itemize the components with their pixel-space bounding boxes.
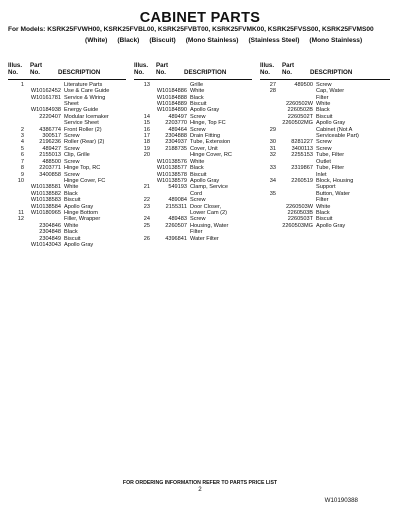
part-description: Filter (190, 229, 203, 236)
part-description: Sheet (64, 101, 79, 108)
illus-number: 4 (20, 139, 24, 146)
illus-number: 20 (143, 152, 150, 159)
part-number: W10184890 (156, 107, 187, 114)
parts-column-2 (134, 62, 252, 242)
part-description: White (190, 158, 205, 165)
illus-number: 33 (269, 165, 276, 172)
illus-number: 23 (143, 203, 150, 210)
part-description: Screw (316, 81, 332, 88)
part-description: Apollo Gray (64, 203, 94, 210)
part-number: 549193 (168, 184, 187, 191)
part-description: Screw (190, 126, 206, 133)
page-number: 2 (198, 486, 202, 493)
part-header: Part (30, 62, 43, 69)
part-number: 2304848 (39, 229, 61, 236)
part-description: Tube, Filter (316, 165, 345, 172)
part-description: Cord (190, 190, 203, 197)
illus-header: Illus. (134, 62, 149, 69)
part-number: W10180965 (30, 209, 61, 216)
part-number: W10184888 (156, 94, 187, 101)
part-description: Black (316, 209, 330, 216)
part-number: W10143043 (30, 241, 61, 248)
illus-number: 8 (20, 165, 24, 172)
illus-no-header: No. (8, 69, 18, 77)
part-description: Inlet (316, 171, 327, 178)
illus-number: 17 (143, 133, 150, 140)
parts-row (8, 242, 126, 248)
illus-number: 3 (20, 133, 24, 140)
part-description: Black (64, 229, 78, 236)
illus-number: 10 (17, 177, 24, 184)
part-description: Apollo Gray (316, 222, 346, 229)
part-number: 2260502T (287, 113, 313, 120)
part-number: 2260503MG (282, 222, 313, 229)
part-number: W10184938 (30, 107, 61, 114)
part-description: Tube, Extension (190, 139, 231, 146)
part-number: 489500 (294, 81, 313, 88)
part-description: Screw (64, 133, 80, 140)
illus-number: 21 (143, 184, 150, 191)
part-description: Biscuit (316, 216, 333, 223)
part-description: Clip, Grille (64, 152, 90, 159)
part-number: 2203770 (165, 120, 187, 127)
part-description: Service & Wiring (64, 94, 106, 101)
part-description: Lower Cam (2) (190, 209, 227, 216)
column-header (134, 62, 252, 77)
ordering-info: FOR ORDERING INFORMATION REFER TO PARTS PRICE LIST (122, 480, 278, 486)
part-number: 4386774 (39, 126, 61, 133)
part-number: 488500 (42, 158, 61, 165)
part-number: W10138578 (156, 171, 187, 178)
part-description: Biscuit (64, 235, 81, 242)
description-header: DESCRIPTION (310, 69, 353, 77)
part-description: White (64, 184, 79, 191)
parts-row (260, 223, 390, 229)
part-description: Biscuit (190, 171, 207, 178)
illus-number: 22 (143, 197, 150, 204)
part-number: 2304937 (165, 139, 187, 146)
illus-number: 30 (269, 139, 276, 146)
part-description: Drain Fitting (190, 133, 221, 140)
description-header: DESCRIPTION (58, 69, 101, 77)
part-description: White (316, 101, 331, 108)
part-number: 3400858 (39, 171, 61, 178)
part-number: W10184886 (156, 88, 187, 95)
document-number: W10190388 (324, 497, 358, 504)
illus-number: 31 (269, 145, 276, 152)
part-number: 4396841 (165, 235, 187, 242)
part-description: Roller (Rear) (2) (64, 139, 105, 146)
part-header: Part (282, 62, 295, 69)
illus-header: Illus. (260, 62, 275, 69)
part-description: Biscuit (190, 101, 207, 108)
part-number: 2260507 (165, 222, 187, 229)
illus-number: 26 (143, 235, 150, 242)
part-number: 2260503B (287, 209, 313, 216)
part-description: Biscuit (64, 197, 81, 204)
part-number: 489464 (168, 126, 187, 133)
part-description: Apollo Gray (316, 120, 346, 127)
part-description: Hinge, Top FC (190, 120, 226, 127)
part-description: Screw (190, 113, 206, 120)
part-description: Black (190, 94, 204, 101)
part-description: Literature Parts (64, 81, 103, 88)
illus-number: 2 (20, 126, 24, 133)
part-description: White (190, 88, 205, 95)
part-description: Apollo Gray (190, 107, 220, 114)
part-description: Filter (316, 197, 329, 204)
part-number: W10138576 (156, 158, 187, 165)
part-description: Housing, Water (190, 222, 229, 229)
part-number: 489427 (42, 145, 61, 152)
illus-number: 13 (143, 81, 150, 88)
illus-header: Illus. (8, 62, 23, 69)
illus-number: 6 (20, 152, 24, 159)
illus-number: 7 (20, 158, 24, 165)
part-description: Use & Care Guide (64, 88, 110, 95)
illus-number (260, 223, 282, 229)
model-color: (White) (85, 37, 108, 44)
part-number: 2260502MG (282, 120, 313, 127)
part-number: W10138577 (156, 165, 187, 172)
illus-number: 29 (269, 126, 276, 133)
part-header: Part (156, 62, 169, 69)
illus-no-header: No. (134, 69, 144, 77)
part-no-header: No. (282, 69, 292, 77)
header-rule (134, 79, 252, 80)
part-description: Filter (316, 94, 329, 101)
part-description: Cap, Water (316, 88, 345, 95)
part-number: 2260519 (291, 177, 313, 184)
part-number: 2260502B (287, 107, 313, 114)
illus-number: 11 (18, 209, 24, 216)
part-number: W10184889 (156, 101, 187, 108)
part-description: White (316, 203, 331, 210)
illus-number (8, 242, 30, 248)
part-number: 2304846 (39, 222, 61, 229)
part-description: Filler, Wrapper (64, 216, 101, 223)
part-description: Door Closer, (190, 203, 222, 210)
part-description: Black (190, 165, 204, 172)
part-number: 3400113 (291, 145, 313, 152)
part-number: 489483 (168, 216, 187, 223)
model-color: (Biscuit) (149, 37, 176, 44)
illus-number: 12 (17, 216, 24, 223)
illus-number: 1 (20, 81, 24, 88)
part-number: W10138583 (30, 197, 61, 204)
parts-row (134, 236, 252, 242)
part-description: Hinge Cover, RC (190, 152, 232, 159)
part-description: Cabinet (Not A (316, 126, 353, 133)
part-description: Hinge Bottom (64, 209, 98, 216)
part-number: 2220407 (39, 113, 61, 120)
illus-number: 24 (143, 216, 150, 223)
header-rule (8, 79, 126, 80)
part-number: W10138584 (30, 203, 61, 210)
part-number: 2260503T (287, 216, 313, 223)
part-number: 2260502W (285, 101, 313, 108)
model-colors (85, 37, 362, 44)
illus-number: 34 (269, 177, 276, 184)
part-number: W10162452 (30, 88, 61, 95)
column-header (8, 62, 126, 77)
part-number: 300517 (42, 133, 61, 140)
part-description: Clamp, Service (190, 184, 228, 191)
part-description: Service Sheet (64, 120, 99, 127)
illus-no-header: No. (260, 69, 270, 77)
part-number: W10138582 (30, 190, 61, 197)
part-description: Hinge Top, RC (64, 165, 101, 172)
part-number: 2304888 (165, 133, 187, 140)
part-description: Modular Icemaker (64, 113, 109, 120)
part-number: 2203771 (39, 165, 61, 172)
part-description: Screw (316, 145, 332, 152)
part-number: 2319867 (291, 165, 313, 172)
part-number: 2155311 (165, 203, 187, 210)
part-description: Front Roller (2) (64, 126, 102, 133)
model-color: (Mono Stainless) (185, 37, 239, 44)
part-number: 8281227 (291, 139, 313, 146)
description-header: DESCRIPTION (184, 69, 227, 77)
part-description: Support (316, 184, 336, 191)
part-description: Black (64, 190, 78, 197)
header-rule (260, 79, 390, 80)
models-line: For Models: KSRK25FVWH00, KSRK25FVBL00, KSRK25FVBT00, KSRK25FVMK00, KSRK25FVSS00, KSRK25FVMS00 (8, 26, 374, 33)
parts-column-3 (260, 62, 390, 229)
part-number: 2304849 (39, 235, 61, 242)
model-color: (Stainless Steel) (248, 37, 300, 44)
part-description: Screw (190, 216, 206, 223)
part-description: Screw (64, 145, 80, 152)
part-number: W10138581 (30, 184, 61, 191)
column-header (260, 62, 390, 77)
part-description: Screw (190, 197, 206, 204)
parts-column-1 (8, 62, 126, 248)
part-description: Apollo Gray (64, 241, 94, 248)
part-description: Tube, Filter (316, 152, 345, 159)
page-title: CABINET PARTS (139, 10, 261, 26)
part-number: 2196236 (39, 139, 61, 146)
part-description: Apollo Gray (190, 177, 220, 184)
illus-number: 5 (20, 145, 24, 152)
illus-number: 16 (143, 126, 150, 133)
part-description: Outlet (316, 158, 331, 165)
part-description: Black (316, 107, 330, 114)
part-description: Serviceable Part) (316, 133, 359, 140)
part-description: Button, Water (316, 190, 350, 197)
illus-number: 9 (20, 171, 24, 178)
part-description: Grille (190, 81, 204, 88)
part-description: Screw (64, 158, 80, 165)
illus-number: 27 (269, 81, 276, 88)
part-description: Screw (316, 139, 332, 146)
illus-number: 19 (143, 145, 150, 152)
part-description: Biscuit (316, 113, 333, 120)
illus-number: 18 (143, 139, 150, 146)
part-number: 489084 (168, 197, 187, 204)
part-number: 489497 (168, 113, 187, 120)
illus-number: 28 (269, 88, 276, 95)
part-no-header: No. (30, 69, 40, 77)
model-color: (Black) (117, 37, 140, 44)
part-description: Hinge Cover, FC (64, 177, 106, 184)
part-number: W10161781 (30, 94, 61, 101)
illus-number: 32 (269, 152, 276, 159)
illus-number: 25 (143, 222, 150, 229)
part-number: 2188735 (165, 145, 187, 152)
part-number: W10138579 (156, 177, 187, 184)
part-number: 2155013 (39, 152, 61, 159)
illus-number: 35 (269, 190, 276, 197)
part-number: 2260503W (285, 203, 313, 210)
part-description: White (64, 222, 79, 229)
illus-number: 15 (143, 120, 150, 127)
part-description: Screw (64, 171, 80, 178)
part-description: Energy Guide (64, 107, 99, 114)
model-color: (Mono Stainless) (309, 37, 363, 44)
part-description: Water Filter (190, 235, 219, 242)
part-description: Block, Housing (316, 177, 354, 184)
part-description: Cover, Unit (190, 145, 218, 152)
part-number: 2255153 (291, 152, 313, 159)
illus-number: 14 (143, 113, 150, 120)
part-no-header: No. (156, 69, 166, 77)
